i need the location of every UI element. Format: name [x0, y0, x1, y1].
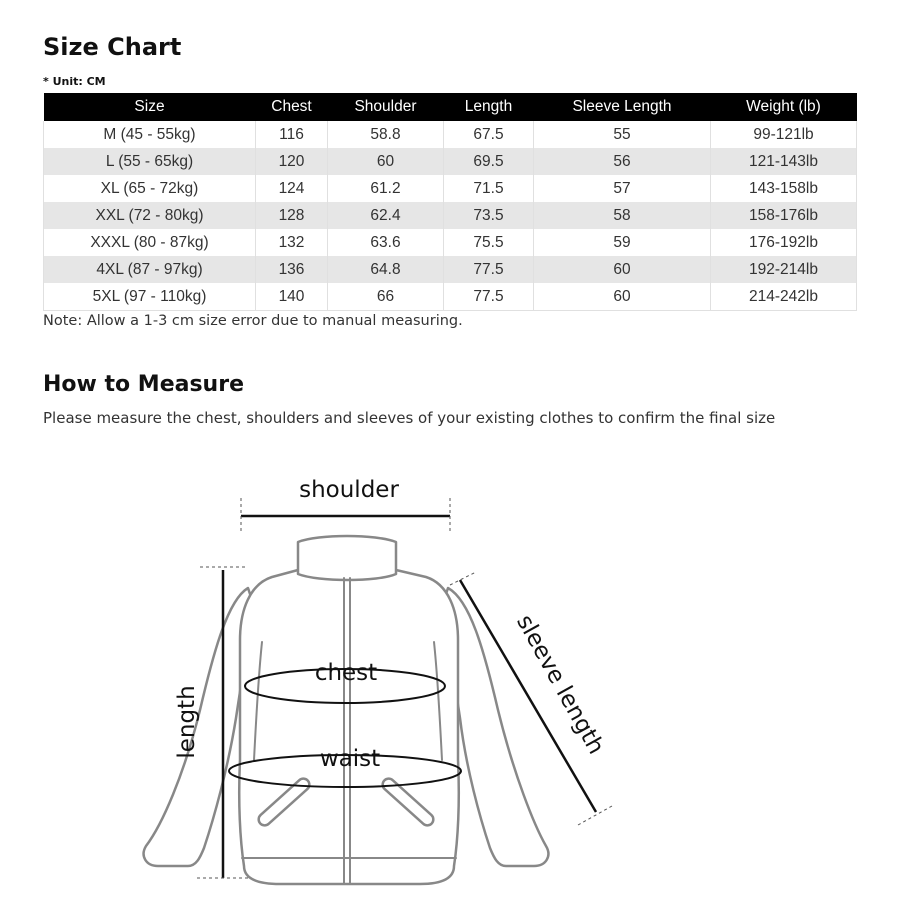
shoulder-measure-line [241, 498, 450, 534]
cell-sleeve-length: 55 [534, 121, 711, 148]
cell-weight: 176-192lb [711, 229, 857, 256]
cell-shoulder: 61.2 [328, 175, 444, 202]
unit-label: * Unit: CM [43, 75, 106, 88]
cell-length: 69.5 [444, 148, 534, 175]
cell-length: 77.5 [444, 283, 534, 311]
waist-label: waist [319, 746, 381, 772]
cell-weight: 99-121lb [711, 121, 857, 148]
cell-chest: 116 [256, 121, 328, 148]
column-header-chest: Chest [256, 93, 328, 121]
column-header-length: Length [444, 93, 534, 121]
cell-shoulder: 60 [328, 148, 444, 175]
cell-shoulder: 58.8 [328, 121, 444, 148]
chest-label: chest [314, 660, 378, 686]
cell-size: XXXL (80 - 87kg) [44, 229, 256, 256]
cell-size: 5XL (97 - 110kg) [44, 283, 256, 311]
shoulder-label: shoulder [299, 477, 399, 503]
sleeve-length-label: sleeve length [511, 610, 610, 759]
table-row [44, 256, 857, 283]
table-row [44, 175, 857, 202]
cell-sleeve-length: 60 [534, 283, 711, 311]
table-row [44, 283, 857, 311]
cell-size: 4XL (87 - 97kg) [44, 256, 256, 283]
how-to-measure-description: Please measure the chest, shoulders and sleeves of your existing clothes to confirm the final size [43, 409, 776, 427]
size-table [43, 93, 857, 311]
column-header-size: Size [44, 93, 256, 121]
cell-length: 77.5 [444, 256, 534, 283]
cell-size: M (45 - 55kg) [44, 121, 256, 148]
length-label: length [174, 685, 200, 759]
cell-chest: 132 [256, 229, 328, 256]
cell-sleeve-length: 58 [534, 202, 711, 229]
cell-weight: 214-242lb [711, 283, 857, 311]
cell-weight: 121-143lb [711, 148, 857, 175]
cell-chest: 120 [256, 148, 328, 175]
cell-sleeve-length: 57 [534, 175, 711, 202]
cell-size: XL (65 - 72kg) [44, 175, 256, 202]
cell-length: 71.5 [444, 175, 534, 202]
jacket-illustration [144, 536, 549, 884]
cell-chest: 140 [256, 283, 328, 311]
column-header-shoulder: Shoulder [328, 93, 444, 121]
table-row [44, 148, 857, 175]
cell-weight: 143-158lb [711, 175, 857, 202]
cell-chest: 124 [256, 175, 328, 202]
cell-sleeve-length: 60 [534, 256, 711, 283]
table-row [44, 121, 857, 148]
cell-size: L (55 - 65kg) [44, 148, 256, 175]
cell-size: XXL (72 - 80kg) [44, 202, 256, 229]
column-header-weight: Weight (lb) [711, 93, 857, 121]
cell-length: 67.5 [444, 121, 534, 148]
cell-sleeve-length: 59 [534, 229, 711, 256]
measurement-note: Note: Allow a 1-3 cm size error due to manual measuring. [43, 313, 463, 329]
table-row [44, 202, 857, 229]
cell-chest: 128 [256, 202, 328, 229]
jacket-collar [298, 536, 396, 580]
cell-length: 75.5 [444, 229, 534, 256]
table-header-row [44, 93, 857, 121]
cell-weight: 158-176lb [711, 202, 857, 229]
cell-shoulder: 66 [328, 283, 444, 311]
cell-shoulder: 64.8 [328, 256, 444, 283]
cell-weight: 192-214lb [711, 256, 857, 283]
how-to-measure-title: How to Measure [43, 372, 244, 397]
column-header-sleeve-length: Sleeve Length [534, 93, 711, 121]
table-row [44, 229, 857, 256]
measurement-diagram [0, 450, 900, 900]
cell-length: 73.5 [444, 202, 534, 229]
cell-shoulder: 62.4 [328, 202, 444, 229]
cell-chest: 136 [256, 256, 328, 283]
cell-shoulder: 63.6 [328, 229, 444, 256]
cell-sleeve-length: 56 [534, 148, 711, 175]
size-chart-title: Size Chart [43, 33, 182, 61]
